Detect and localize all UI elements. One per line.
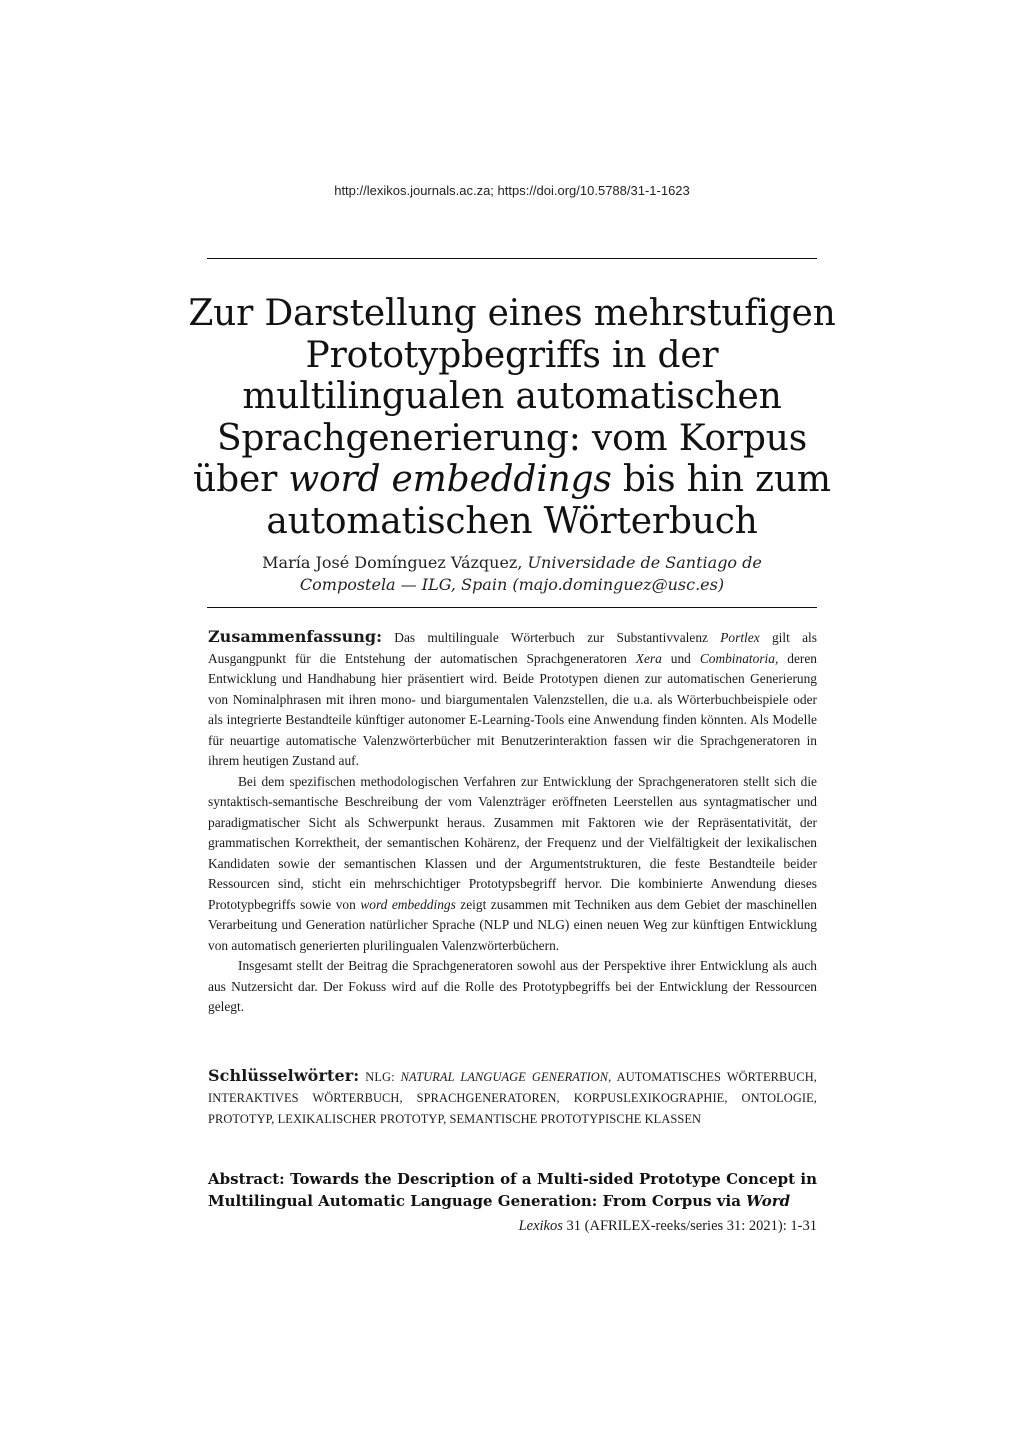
- title-line: Sprachgenerierung: vom Korpus: [216, 417, 808, 459]
- english-abstract-label: Abstract:: [208, 1170, 285, 1188]
- title-bottom-rule: [207, 607, 817, 608]
- abstract-text: Das multilinguale Wörterbuch zur Substantivvalenz: [381, 630, 721, 645]
- title-text: über: [193, 459, 289, 500]
- title-text: bis hin zum: [611, 459, 831, 500]
- english-abstract-title: Towards the Description of a Multi-sided Prototype Concept in Multilingual Automatic Language Generation: From Corpus via: [208, 1170, 817, 1210]
- abstract-text: gilt als Ausgangpunkt für die Entstehung der automatischen Sprachgeneratoren: [208, 630, 817, 666]
- keywords-emphasis: NATURAL LANGUAGE GENERATION: [400, 1070, 609, 1084]
- keywords-list: , AUTOMATISCHES WÖRTERBUCH, INTERAKTIVES WÖRTERBUCH, SPRACHGENERATOREN, KORPUSLEXIKOGRAPHIE, ONTOLOGIE, PROTOTYP, LEXIKALISCHER PROTOTYP, SEMANTISCHE PROTOTYPISCHE KLASSEN: [208, 1070, 818, 1126]
- zusammenfassung-section: [208, 627, 817, 1018]
- author-block: [207, 552, 817, 596]
- english-abstract-emphasis: Word: [746, 1192, 791, 1210]
- doi-header[interactable]: http://lexikos.journals.ac.za; https://doi.org/10.5788/31-1-1623: [334, 183, 690, 198]
- top-rule: [207, 258, 817, 259]
- abstract-paragraph: Insgesamt stellt der Beitrag die Sprachgeneratoren sowohl aus der Perspektive ihrer Entwicklung als auch aus Nutzersicht dar. Der Fokuss wird auf die Rolle des Prototypbegriffs bei der Entwicklung der Ressourcen gelegt.: [208, 958, 817, 1014]
- abstract-text: und: [661, 650, 700, 666]
- abstract-paragraph: [208, 772, 817, 957]
- keywords-text: NLG:: [359, 1070, 401, 1084]
- author-affiliation: Universidade de Santiago de: [527, 553, 762, 572]
- combinatoria-term: Combinatoria,: [699, 650, 779, 666]
- keywords-section: [208, 1065, 817, 1130]
- portlex-term: Portlex: [720, 630, 760, 645]
- abstract-text: zeigt zusammen mit Techniken aus dem Gebiet der maschinellen Verarbeitung und Generation natürlicher Sprache (NLP und NLG) einen neuen Weg zur künftigen Entwicklung von automatisch generierten plurilingualen Valenzwörterbüchern.: [208, 896, 817, 953]
- abstract-paragraph: [208, 627, 817, 772]
- author-name: María José Domínguez Vázquez,: [262, 553, 523, 572]
- title-line: Prototypbegriffs in der: [305, 334, 719, 376]
- journal-citation: [519, 1218, 817, 1235]
- citation-details: 31 (AFRILEX-reeks/series 31: 2021): 1-31: [562, 1218, 817, 1234]
- title-line: [180, 459, 844, 501]
- title-line: automatischen Wörterbuch: [266, 500, 758, 542]
- abstract-text: Bei dem spezifischen methodologischen Verfahren zur Entwicklung der Sprachgeneratoren stellt sich die syntaktisch-semantische Beschreibung der vom Valenzträger eröffneten Leerstellen aus syntagmatischer und paradigmatischer Sicht als Schwerpunkt heraus. Zusammen mit Faktoren wie der Repräsentativität, der grammatischen Korrektheit, der semantischen Kohärenz, der Frequenz und der Vielfältigkeit der lexikalischen Kandidaten sowie der semantischen Klassen und der Argumentstrukturen, die feste Bestandteile beider Ressourcen sind, sticht ein mehrschichtiger Prototypsbegriff hervor. Die kombinierte Anwendung dieses Prototypbegriffs sowie von: [208, 773, 817, 912]
- abstract-text: deren Entwicklung und Handhabung hier präsentiert wird. Beide Prototypen dienen zur automatischen Generierung von Nominalphrasen mit ihren mono- und biargumentalen Valenzstellen, die u.a. als Wörterbuchbeispiele oder als integrierte Bestandteile künftiger autonomer E-Learning-Tools eine Anwendung finden könnten. Als Modelle für neuartige automatische Valenzwörterbücher mit Benutzerinteraktion fassen wir die Sprachgeneratoren in ihrem heutigen Zustand auf.: [208, 650, 817, 768]
- word-embeddings-term: word embeddings: [360, 896, 456, 912]
- english-abstract: [208, 1168, 817, 1212]
- author-affiliation-contact[interactable]: Compostela — ILG, Spain (majo.dominguez@usc.es): [299, 575, 725, 594]
- article-title: [180, 293, 844, 542]
- title-line: Zur Darstellung eines mehrstufigen: [188, 293, 836, 334]
- title-line: multilingualen automatischen: [242, 376, 782, 417]
- title-emphasis: word embeddings: [288, 459, 612, 500]
- zusammenfassung-label: Zusammenfassung:: [208, 627, 382, 646]
- journal-name: Lexikos: [518, 1218, 563, 1234]
- xera-term: Xera: [635, 650, 662, 666]
- keywords-label: Schlüsselwörter:: [208, 1066, 360, 1085]
